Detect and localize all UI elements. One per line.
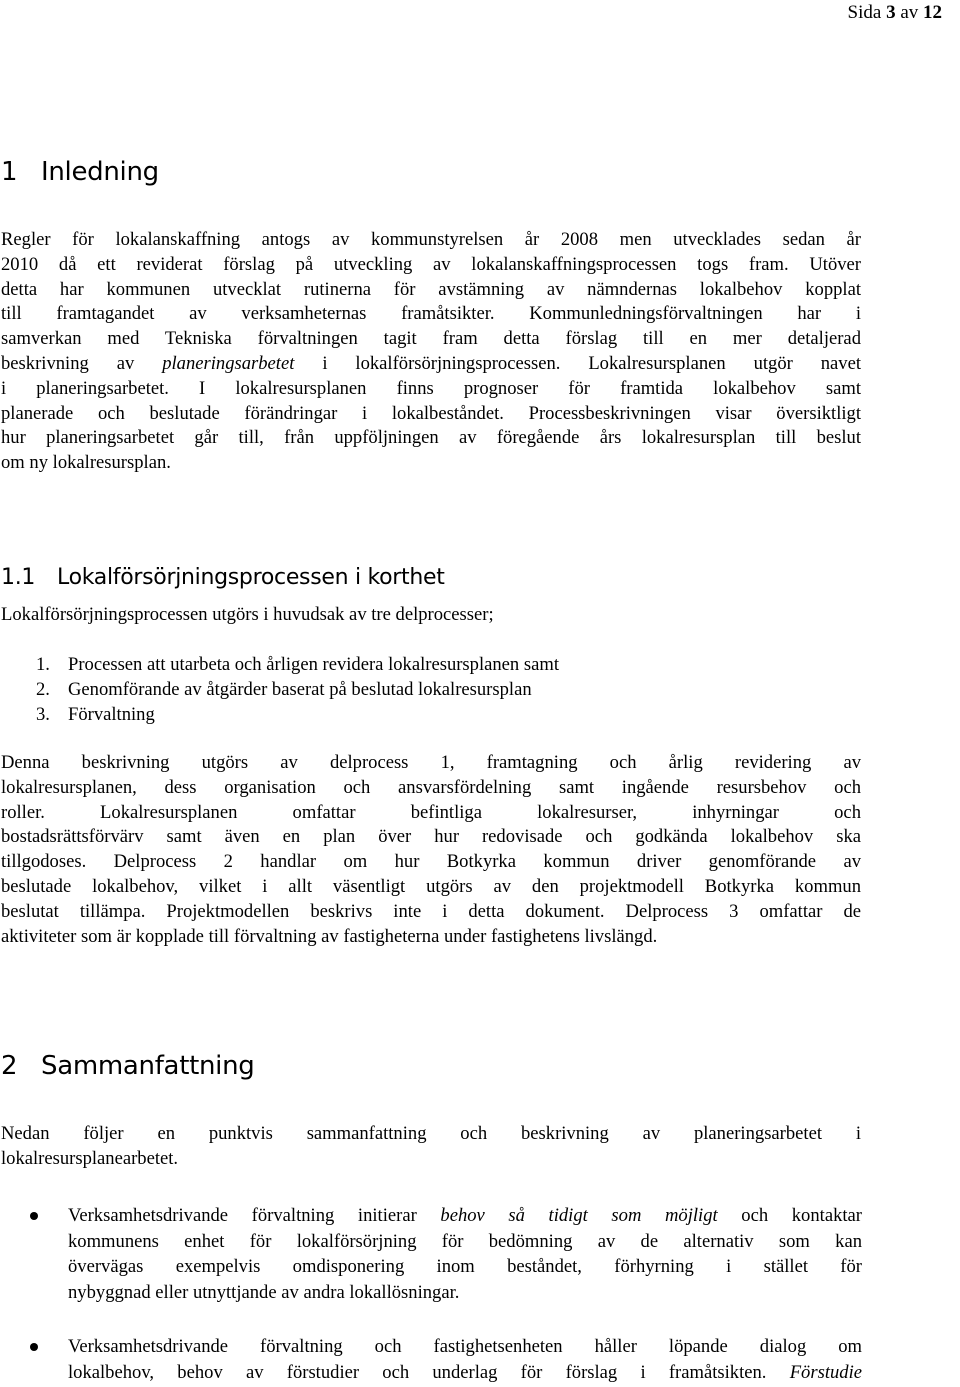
text-line: övervägas exempelvis omdisponering inom beståndet, förhyrning i stället för — [68, 1256, 862, 1278]
text-line: samverkan med Tekniska förvaltningen tagit fram detta förslag till en mer detaljerad — [1, 328, 861, 350]
text-line: Regler för lokalanskaffning antogs av kommunstyrelsen år 2008 men utvecklades sedan år — [1, 229, 861, 250]
text-line: kommunens enhet för lokalförsörjning för bedömning av de alternativ som kan — [68, 1230, 862, 1252]
text-line: detta har kommunen utvecklat rutinerna för avstämning av nämndernas lokalbehov kopplat — [1, 278, 861, 300]
bullet-icon — [30, 1343, 38, 1351]
text-line: i planeringsarbetet. I lokalresursplanen finns prognoser för framtida lokalbehov samt — [1, 377, 861, 399]
text-line: planerade och beslutade förändringar i lokalbeståndet. Processbeskrivningen visar översiktligt — [1, 402, 861, 424]
text-line: hur planeringsarbetet går till, från uppföljningen av föregående års lokalresursplan till beslut — [1, 427, 861, 449]
section-2-intro: Nedan följer en punktvis sammanfattning och beskrivning av planeringsarbetet i lokalresursplanearbetet. — [1, 1123, 861, 1169]
text-line: om ny lokalresursplan. — [1, 452, 171, 474]
text-line: tillgodoses. Delprocess 2 handlar om hur Botkyrka kommun driver genomförande av — [1, 851, 861, 873]
bullet-icon — [30, 1212, 38, 1220]
text-line: lokalbehov, behov av förstudier och underlag för förslag i framåtsikten. Förstudie — [68, 1361, 862, 1383]
text-line: aktiviteter som är kopplade till förvaltning av fastigheterna under fastighetens livslängd. — [1, 925, 658, 947]
list-item: 1. Processen att utarbeta och årligen revidera lokalresursplanen samt — [36, 654, 559, 675]
text-line: beskrivning av planeringsarbetet i lokalförsörjningsprocessen. Lokalresursplanen utgör navet — [1, 352, 862, 374]
section-1-1-intro: Lokalförsörjningsprocessen utgörs i huvudsak av tre delprocesser; — [1, 604, 494, 625]
list-item: 3. Förvaltning — [36, 704, 155, 725]
section-heading-1: 1 Inledning — [1, 157, 159, 187]
text-line: Denna beskrivning utgörs av delprocess 1, framtagning och årlig revidering av — [1, 752, 861, 773]
text-line: nybyggnad eller utnyttjande av andra lokallösningar. — [68, 1281, 460, 1303]
list-item: 2. Genomförande av åtgärder baserat på beslutad lokalresursplan — [36, 679, 532, 700]
text-line: roller. Lokalresursplanen omfattar befintliga lokalresurser, inhyrningar och — [1, 801, 861, 823]
section-heading-1-1: 1.1 Lokalförsörjningsprocessen i korthet — [1, 565, 445, 590]
page-number: Sida 3 av 12 — [847, 2, 942, 23]
text-line: Verksamhetsdrivande förvaltning och fastighetsenheten håller löpande dialog om — [68, 1336, 862, 1357]
text-line: beslutade lokalbehov, vilket i allt väsentligt utgörs av den projektmodell Botkyrka kommun — [1, 875, 861, 897]
section-1-1-paragraph — [1, 751, 861, 949]
text-line: beslutat tillämpa. Projektmodellen beskrivs inte i detta dokument. Delprocess 3 omfattar de — [1, 900, 861, 922]
text-line: 2010 då ett reviderat förslag på utveckling av lokalanskaffningsprocessen togs fram. Utöver — [1, 253, 861, 275]
text-line: Verksamhetsdrivande förvaltning initierar behov så tidigt som möjligt och kontaktar — [68, 1205, 862, 1226]
text-line: lokalresursplanen, dess organisation och ansvarsfördelning samt ingående resursbehov och — [1, 776, 861, 798]
section-heading-2: 2 Sammanfattning — [1, 1051, 255, 1081]
text-line: bostadsrättsförvärv samt även en plan över hur redovisade och godkända lokalbehov ska — [1, 826, 861, 848]
delprocess-list — [1, 652, 559, 727]
text-line: till framtagandet av verksamheternas framåtsikter. Kommunledningsförvaltningen har i — [1, 303, 861, 325]
section-1-paragraph — [1, 228, 861, 476]
